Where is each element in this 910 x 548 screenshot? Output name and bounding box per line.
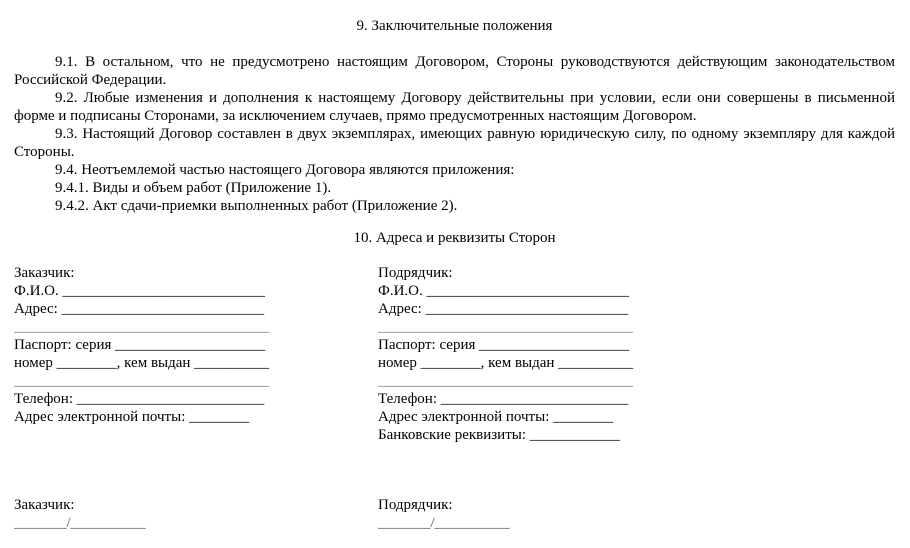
customer-heading: Заказчик: [14,265,75,281]
section-10-title: 10. Адреса и реквизиты Сторон [353,230,556,246]
paragraph-9-4-1: 9.4.1. Виды и объем работ (Приложение 1). [55,180,332,196]
contractor-email-line: Адрес электронной почты: ________ [378,409,614,425]
contractor-blank-rule-2: __________________________________ [378,373,633,389]
contractor-signature [378,496,895,532]
customer-phone-line: Телефон: _________________________ [14,391,265,407]
paragraph-9-2: 9.2. Любые изменения и дополнения к настоящему Договору действительны при условии, если они совершены в письменной форме и подписаны Сторонами, за исключением случаев, прямо предусмотренных настоящим Договором. [14,90,895,124]
paragraph-9-1: 9.1. В остальном, что не предусмотрено настоящим Договором, Стороны руководствуются действующим законодательством Российской Федерации. [14,54,895,88]
paragraph-9-4-2: 9.4.2. Акт сдачи-приемки выполненных работ (Приложение 2). [55,198,458,214]
customer-blank-rule-1: __________________________________ [14,319,269,335]
customer-signature-label: Заказчик: [14,497,75,513]
customer-fio-line: Ф.И.О. ___________________________ [14,283,266,299]
contractor-heading: Подрядчик: [378,265,453,281]
contractor-address-line: Адрес: ___________________________ [378,301,629,317]
paragraph-9-4: 9.4. Неотъемлемой частью настоящего Договора являются приложения: [55,162,515,178]
section-9-title: 9. Заключительные положения [356,18,553,34]
paragraph-9-3: 9.3. Настоящий Договор составлен в двух экземплярах, имеющих равную юридическую силу, по одному экземпляру для каждой Стороны. [14,126,895,160]
contractor-phone-line: Телефон: _________________________ [378,391,629,407]
contractor-fio-line: Ф.И.О. ___________________________ [378,283,630,299]
contractor-bank-details-line: Банковские реквизиты: ____________ [378,427,620,443]
contractor-passport-series-line: Паспорт: серия ____________________ [378,337,630,353]
customer-requisites [14,264,378,444]
customer-passport-series-line: Паспорт: серия ____________________ [14,337,266,353]
contractor-passport-number-line: номер ________, кем выдан __________ [378,355,634,371]
contractor-signature-label: Подрядчик: [378,497,453,513]
customer-signature-line: _______/__________ [14,515,146,531]
customer-signature [14,496,378,532]
signatures-block [14,496,895,532]
customer-address-line: Адрес: ___________________________ [14,301,265,317]
contractor-signature-line: _______/__________ [378,515,510,531]
contractor-requisites [378,264,895,444]
contractor-blank-rule-1: __________________________________ [378,319,633,335]
customer-passport-number-line: номер ________, кем выдан __________ [14,355,270,371]
customer-email-line: Адрес электронной почты: ________ [14,409,250,425]
customer-blank-rule-2: __________________________________ [14,373,269,389]
requisites-block [14,264,895,444]
